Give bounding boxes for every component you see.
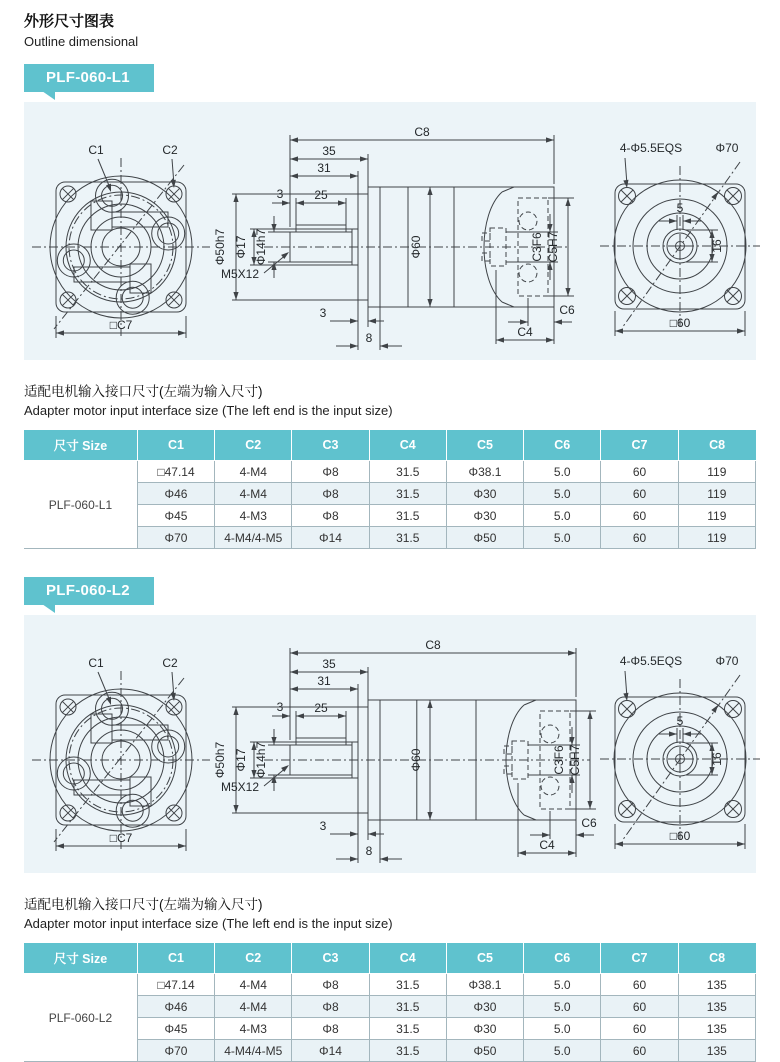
dim-label-dim3: 3: [276, 700, 284, 714]
dim-cell: Φ38.1: [446, 461, 523, 483]
dim-cell: 5.0: [524, 461, 601, 483]
dim-label-dim35: 35: [322, 144, 336, 158]
model-badge-l1: [24, 64, 154, 92]
dim-label-c7: □C7: [109, 831, 133, 845]
dim-cell: Φ8: [292, 461, 369, 483]
dim-cell: 119: [678, 461, 755, 483]
dim-label-dim31: 31: [317, 161, 331, 175]
col-header-size: 尺寸 Size: [24, 430, 137, 461]
dim-cell: 135: [678, 996, 755, 1018]
dim-label-dim8: 8: [365, 844, 373, 858]
dim-label-c4: C4: [539, 838, 555, 852]
dim-cell: 4-M4: [215, 483, 292, 505]
dim-label-d50: Φ50h7: [213, 228, 227, 266]
dim-cell: 4-M4: [215, 996, 292, 1018]
dim-cell: 60: [601, 483, 678, 505]
dim-cell: 4-M4: [215, 974, 292, 996]
page: [0, 10, 780, 1056]
dim-label-c4: C4: [517, 325, 533, 339]
dim-cell: 31.5: [369, 483, 446, 505]
dim-label-c3f6: C3F6: [530, 232, 544, 262]
dim-label-d70: Φ70: [715, 141, 739, 155]
dim-label-dim5: 5: [676, 714, 684, 728]
dim-cell: 31.5: [369, 974, 446, 996]
dim-label-m5: M5X12: [220, 267, 260, 281]
dim-cell: Φ8: [292, 974, 369, 996]
dim-cell: Φ46: [137, 996, 214, 1018]
dim-label-c2: C2: [162, 143, 178, 157]
model-badge-l2: [24, 577, 154, 605]
dim-cell: 5.0: [524, 1040, 601, 1062]
col-header-c7: C7: [601, 943, 678, 974]
dim-cell: Φ30: [446, 1018, 523, 1040]
drawing-panel-l2: [24, 615, 756, 873]
dim-label-d14: Φ14h7: [254, 228, 268, 266]
dim-cell: Φ50: [446, 1040, 523, 1062]
dim-cell: 119: [678, 505, 755, 527]
dim-cell: Φ50: [446, 527, 523, 549]
dim-cell: 31.5: [369, 1018, 446, 1040]
outline-drawing-l1: [24, 102, 756, 360]
dimension-table-l2: [24, 943, 756, 1062]
dim-label-dim25: 25: [314, 188, 328, 202]
dim-label-c8: C8: [425, 638, 441, 652]
dim-label-c1: C1: [88, 143, 104, 157]
dim-label-eqs: 4-Φ5.5EQS: [619, 654, 683, 668]
dim-cell: 5.0: [524, 483, 601, 505]
dim-cell: Φ46: [137, 483, 214, 505]
page-title: 外形尺寸图表: [24, 13, 115, 30]
col-header-c3: C3: [292, 943, 369, 974]
col-header-c6: C6: [524, 430, 601, 461]
dim-cell: Φ8: [292, 996, 369, 1018]
dim-cell: Φ14: [292, 527, 369, 549]
dim-label-dim3b: 3: [319, 819, 327, 833]
col-header-c1: C1: [137, 943, 214, 974]
dim-label-c6: C6: [559, 303, 575, 317]
dim-cell: 135: [678, 1018, 755, 1040]
dim-label-dim8: 8: [365, 331, 373, 345]
dim-label-dim3: 3: [276, 187, 284, 201]
dim-cell: Φ8: [292, 1018, 369, 1040]
col-header-size: 尺寸 Size: [24, 943, 137, 974]
model-badge-l2-label: PLF-060-L2: [46, 582, 130, 599]
dim-label-c2: C2: [162, 656, 178, 670]
dim-cell: Φ8: [292, 483, 369, 505]
dim-label-dim16: 16: [710, 239, 724, 253]
col-header-c5: C5: [446, 430, 523, 461]
model-badge-l1-label: PLF-060-L1: [46, 69, 130, 86]
col-header-c2: C2: [215, 430, 292, 461]
dim-cell: 31.5: [369, 1040, 446, 1062]
dim-label-d60: Φ60: [409, 748, 423, 772]
dim-cell: 31.5: [369, 527, 446, 549]
dim-cell: 4-M4/4-M5: [215, 527, 292, 549]
dim-cell: Φ38.1: [446, 974, 523, 996]
dim-cell: 60: [601, 996, 678, 1018]
dim-label-dim16: 16: [710, 752, 724, 766]
dim-cell: 4-M4: [215, 461, 292, 483]
dim-cell: 4-M3: [215, 1018, 292, 1040]
dim-label-dim35: 35: [322, 657, 336, 671]
note-en-l1: Adapter motor input interface size (The left end is the input size): [24, 403, 393, 418]
dim-cell: 119: [678, 483, 755, 505]
dim-cell: Φ30: [446, 505, 523, 527]
dim-label-c1: C1: [88, 656, 104, 670]
col-header-c4: C4: [369, 943, 446, 974]
col-header-c2: C2: [215, 943, 292, 974]
dim-cell: 119: [678, 527, 755, 549]
col-header-c5: C5: [446, 943, 523, 974]
dim-cell: 31.5: [369, 461, 446, 483]
col-header-c8: C8: [678, 430, 755, 461]
dim-label-c5h7: C5H7: [568, 744, 582, 776]
model-cell: PLF-060-L2: [24, 974, 137, 1062]
dim-cell: 60: [601, 461, 678, 483]
note-en-l2: Adapter motor input interface size (The left end is the input size): [24, 916, 393, 931]
dim-label-dim5: 5: [676, 201, 684, 215]
dim-cell: 4-M4/4-M5: [215, 1040, 292, 1062]
dim-label-dim31: 31: [317, 674, 331, 688]
dim-label-c5h7: C5H7: [546, 231, 560, 263]
dim-cell: 5.0: [524, 1018, 601, 1040]
note-cn-l2: 适配电机输入接口尺寸(左端为输入尺寸): [24, 897, 263, 912]
dim-label-sq60: □60: [669, 829, 691, 843]
dim-label-c3f6: C3F6: [552, 745, 566, 775]
dim-label-d14: Φ14h7: [254, 741, 268, 779]
dim-cell: Φ14: [292, 1040, 369, 1062]
dim-cell: 60: [601, 527, 678, 549]
dim-cell: 60: [601, 1018, 678, 1040]
dim-cell: 135: [678, 974, 755, 996]
dim-cell: 31.5: [369, 996, 446, 1018]
dim-cell: Φ45: [137, 505, 214, 527]
dim-cell: 5.0: [524, 996, 601, 1018]
dim-label-d50: Φ50h7: [213, 741, 227, 779]
dim-cell: 60: [601, 1040, 678, 1062]
dimension-table-l1: [24, 430, 756, 549]
dim-label-d17: Φ17: [234, 235, 248, 259]
col-header-c6: C6: [524, 943, 601, 974]
outline-drawing-l2: [24, 615, 756, 873]
col-header-c3: C3: [292, 430, 369, 461]
dim-cell: 60: [601, 505, 678, 527]
dim-label-c8: C8: [414, 125, 430, 139]
dim-label-d70: Φ70: [715, 654, 739, 668]
page-subtitle: Outline dimensional: [24, 34, 139, 49]
dim-cell: 5.0: [524, 974, 601, 996]
note-cn-l1: 适配电机输入接口尺寸(左端为输入尺寸): [24, 384, 263, 399]
dim-cell: Φ30: [446, 996, 523, 1018]
dim-label-m5: M5X12: [220, 780, 260, 794]
dim-label-eqs: 4-Φ5.5EQS: [619, 141, 683, 155]
dim-cell: Φ70: [137, 527, 214, 549]
dim-label-sq60: □60: [669, 316, 691, 330]
dim-label-dim25: 25: [314, 701, 328, 715]
dim-cell: 135: [678, 1040, 755, 1062]
col-header-c8: C8: [678, 943, 755, 974]
dim-cell: Φ30: [446, 483, 523, 505]
dim-cell: 5.0: [524, 505, 601, 527]
dim-label-c6: C6: [581, 816, 597, 830]
col-header-c7: C7: [601, 430, 678, 461]
model-cell: PLF-060-L1: [24, 461, 137, 549]
dim-cell: Φ45: [137, 1018, 214, 1040]
dim-cell: □47.14: [137, 974, 214, 996]
dim-label-dim3b: 3: [319, 306, 327, 320]
dim-cell: 60: [601, 974, 678, 996]
dim-label-d17: Φ17: [234, 748, 248, 772]
col-header-c1: C1: [137, 430, 214, 461]
dim-cell: Φ70: [137, 1040, 214, 1062]
dim-cell: □47.14: [137, 461, 214, 483]
col-header-c4: C4: [369, 430, 446, 461]
dim-cell: 4-M3: [215, 505, 292, 527]
dim-label-d60: Φ60: [409, 235, 423, 259]
drawing-panel-l1: [24, 102, 756, 360]
dim-cell: 5.0: [524, 527, 601, 549]
dim-cell: Φ8: [292, 505, 369, 527]
dim-label-c7: □C7: [109, 318, 133, 332]
dim-cell: 31.5: [369, 505, 446, 527]
